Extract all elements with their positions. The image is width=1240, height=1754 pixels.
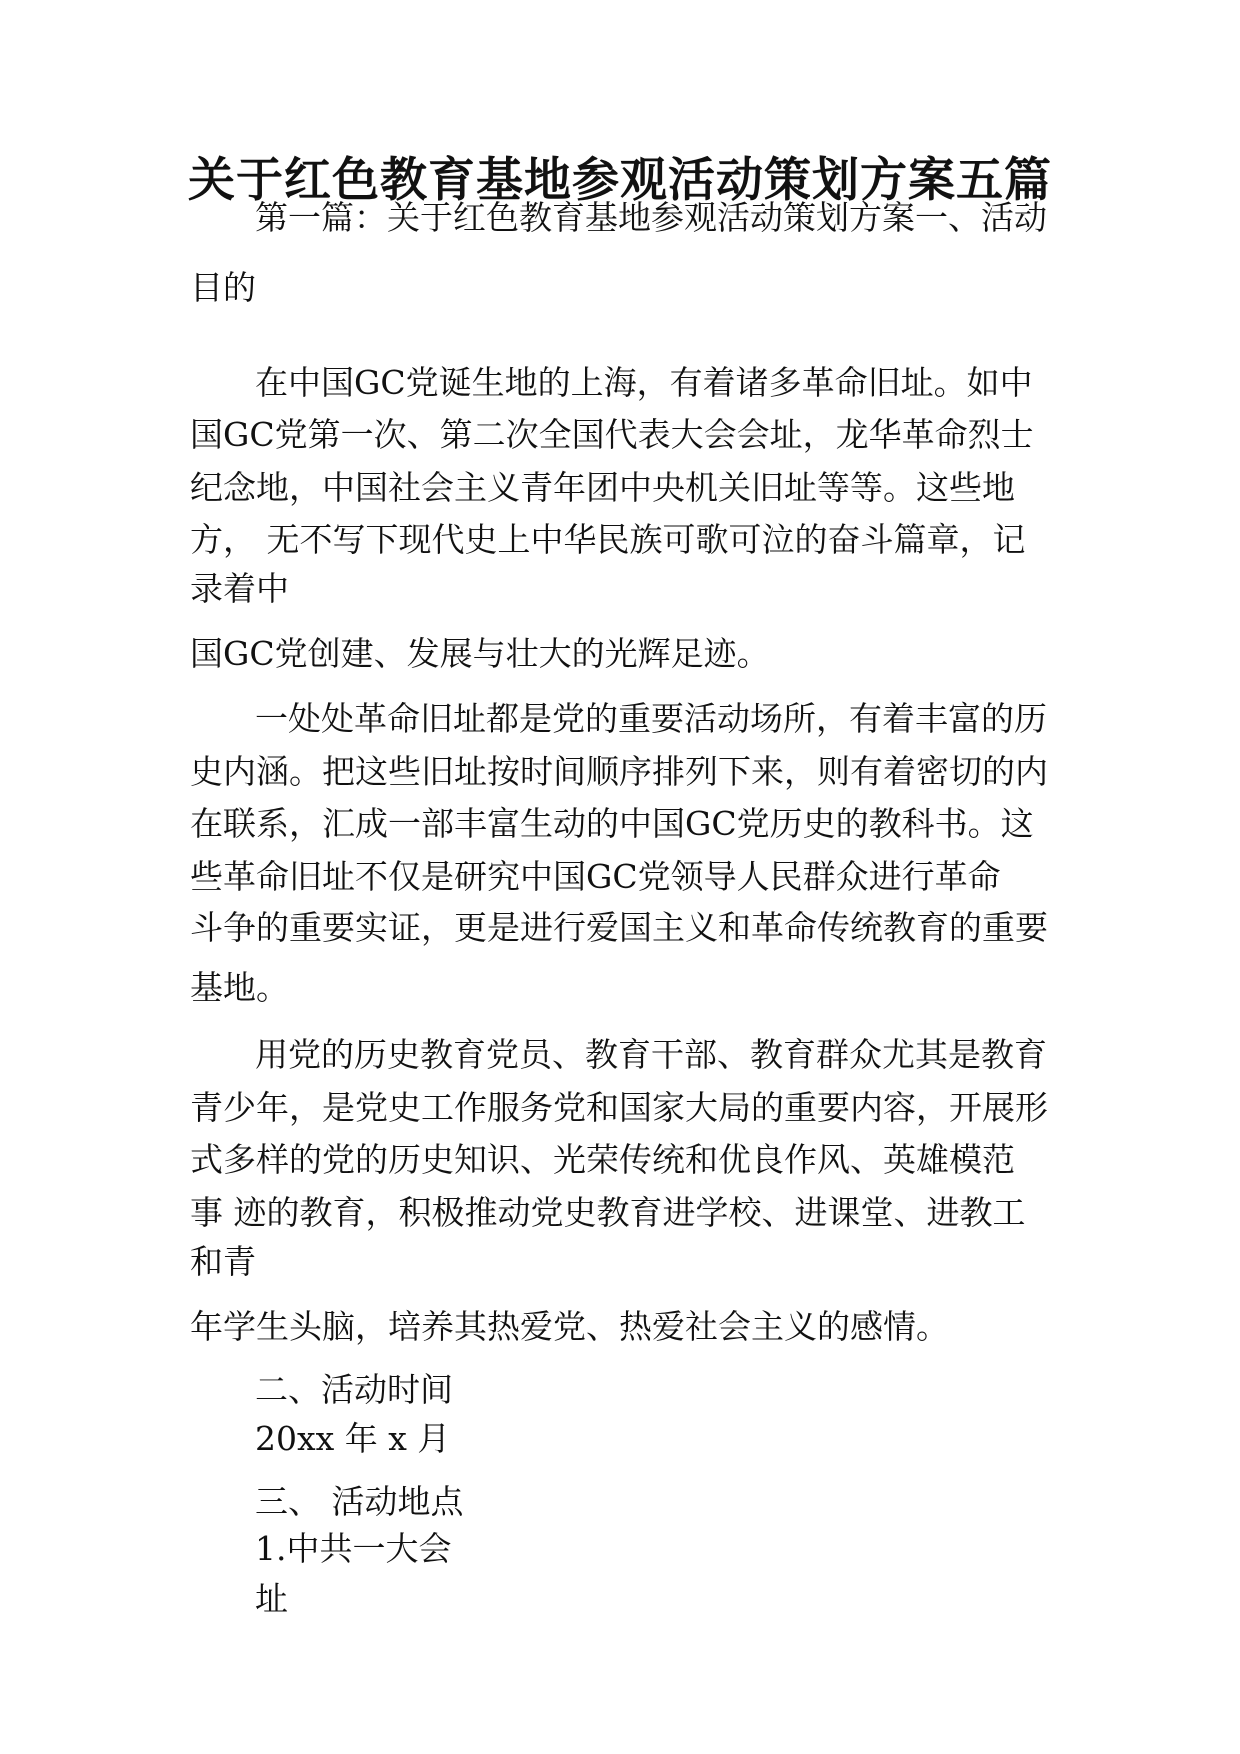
body-line: 史内涵。把这些旧址按时间顺序排列下来，则有着密切的内 — [190, 752, 1048, 791]
body-line: 第一篇：关于红色教育基地参观活动策划方案一、活动 — [255, 198, 1047, 237]
body-line: 和青 — [190, 1242, 256, 1281]
body-line: 在联系，汇成一部丰富生动的中国GC党历史的教科书。这 — [190, 804, 1034, 843]
section-heading: 三、 活动地点 — [255, 1482, 464, 1521]
body-line: 在中国GC党诞生地的上海，有着诸多革命旧址。如中 — [255, 363, 1033, 402]
section-heading: 二、活动时间 — [255, 1370, 453, 1409]
body-line: 录着中 — [190, 569, 289, 608]
body-line: 国GC党第一次、第二次全国代表大会会址，龙华革命烈士 — [190, 415, 1034, 454]
body-line: 事 迹的教育，积极推动党史教育进学校、进课堂、进教工 — [190, 1193, 1026, 1232]
document-title: 关于红色教育基地参观活动策划方案五篇 — [188, 153, 1052, 208]
body-line: 式多样的党的历史知识、光荣传统和优良作风、英雄模范 — [190, 1140, 1015, 1179]
list-item: 1.中共一大会 — [255, 1529, 452, 1568]
body-line: 目的 — [190, 268, 256, 307]
body-line: 一处处革命旧址都是党的重要活动场所，有着丰富的历 — [255, 699, 1047, 738]
body-line: 基地。 — [190, 968, 289, 1007]
body-line: 纪念地，中国社会主义青年团中央机关旧址等等。这些地 — [190, 468, 1015, 507]
body-line: 用党的历史教育党员、教育干部、教育群众尤其是教育 — [255, 1035, 1047, 1074]
body-line: 国GC党创建、发展与壮大的光辉足迹。 — [190, 634, 770, 673]
body-line: 年学生头脑，培养其热爱党、热爱社会主义的感情。 — [190, 1307, 949, 1346]
list-item: 址 — [255, 1579, 288, 1618]
body-line: 方， 无不写下现代史上中华民族可歌可泣的奋斗篇章，记 — [190, 520, 1026, 559]
body-line: 20xx 年 x 月 — [255, 1419, 451, 1458]
body-line: 青少年，是党史工作服务党和国家大局的重要内容，开展形 — [190, 1088, 1048, 1127]
body-line: 斗争的重要实证，更是进行爱国主义和革命传统教育的重要 — [190, 908, 1048, 947]
body-line: 些革命旧址不仅是研究中国GC党领导人民群众进行革命 — [190, 857, 1001, 896]
